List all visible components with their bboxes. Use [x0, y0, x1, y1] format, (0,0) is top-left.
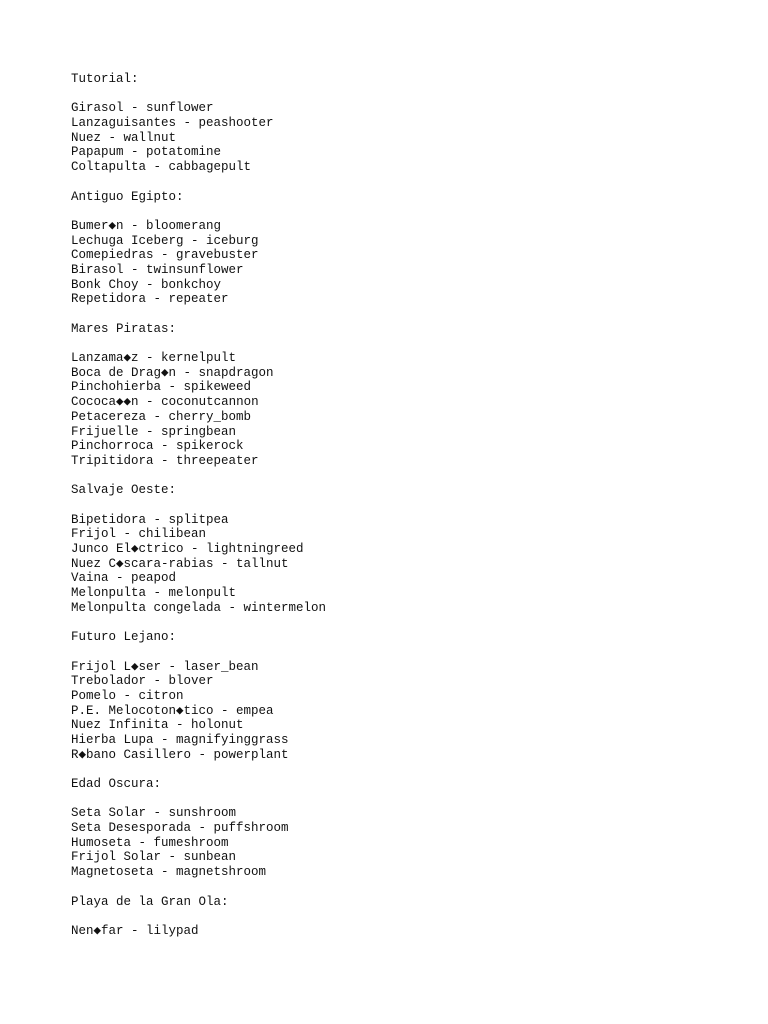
list-item: Cococa◆◆n - coconutcannon	[71, 395, 259, 410]
list-item: Humoseta - fumeshroom	[71, 835, 229, 850]
list-item: Bonk Choy - bonkchoy	[71, 277, 222, 292]
list-item: Frijuelle - springbean	[71, 424, 237, 439]
section-title: Mares Piratas:	[71, 321, 177, 336]
list-item: Coltapulta - cabbagepult	[71, 160, 252, 175]
list-item: R◆bano Casillero - powerplant	[71, 747, 289, 762]
list-item: Frijol - chilibean	[71, 527, 207, 542]
section-title: Edad Oscura:	[71, 777, 162, 791]
list-item: Melonpulta congelada - wintermelon	[71, 600, 327, 615]
list-item: Seta Solar - sunshroom	[71, 806, 237, 821]
list-item: Girasol - sunflower	[71, 101, 214, 116]
list-item: Lanzaguisantes - peashooter	[71, 116, 274, 131]
list-item: Frijol L◆ser - laser_bean	[71, 659, 259, 674]
section-title: Futuro Lejano:	[71, 630, 177, 645]
list-item: Trebolador - blover	[71, 674, 214, 689]
list-item: Lanzama◆z - kernelpult	[71, 351, 237, 366]
list-item: Junco El◆ctrico - lightningreed	[71, 542, 304, 556]
list-item: Bipetidora - splitpea	[71, 512, 229, 527]
section-antiguo-egipto	[71, 190, 326, 322]
section-title: Tutorial:	[71, 72, 139, 86]
list-item: Papapum - potatomine	[71, 145, 222, 160]
list-item: Pomelo - citron	[71, 688, 184, 703]
section-mares-piratas	[71, 322, 326, 484]
section-edad-oscura	[71, 777, 326, 895]
list-item: Hierba Lupa - magnifyinggrass	[71, 732, 289, 747]
section-salvaje-oeste	[71, 483, 326, 630]
list-item: Lechuga Iceberg - iceburg	[71, 233, 259, 248]
list-item: Bumer◆n - bloomerang	[71, 218, 222, 233]
list-item: Boca de Drag◆n - snapdragon	[71, 365, 274, 380]
list-item: Nuez Infinita - holonut	[71, 718, 244, 733]
section-playa-gran-ola	[71, 895, 326, 939]
list-item: Tripitidora - threepeater	[71, 453, 259, 468]
list-item: Birasol - twinsunflower	[71, 262, 244, 277]
section-title: Playa de la Gran Ola:	[71, 894, 229, 909]
list-item: Petacereza - cherry_bomb	[71, 409, 252, 424]
list-item: Pinchohierba - spikeweed	[71, 380, 252, 395]
list-item: Seta Desesporada - puffshroom	[71, 821, 289, 836]
list-item: Melonpulta - melonpult	[71, 586, 237, 601]
list-item: Magnetoseta - magnetshroom	[71, 865, 267, 880]
section-title: Salvaje Oeste:	[71, 483, 177, 498]
list-item: P.E. Melocoton◆tico - empea	[71, 703, 274, 718]
section-tutorial	[71, 72, 326, 190]
list-item: Vaina - peapod	[71, 571, 177, 586]
list-item: Nuez - wallnut	[71, 130, 177, 145]
list-item: Repetidora - repeater	[71, 292, 229, 307]
document-page	[71, 72, 326, 939]
section-title: Antiguo Egipto:	[71, 189, 184, 204]
list-item: Pinchorroca - spikerock	[71, 439, 244, 454]
section-futuro-lejano	[71, 630, 326, 777]
list-item: Nen◆far - lilypad	[71, 923, 199, 938]
list-item: Comepiedras - gravebuster	[71, 248, 259, 263]
list-item: Nuez C◆scara-rabias - tallnut	[71, 556, 289, 571]
list-item: Frijol Solar - sunbean	[71, 850, 237, 865]
